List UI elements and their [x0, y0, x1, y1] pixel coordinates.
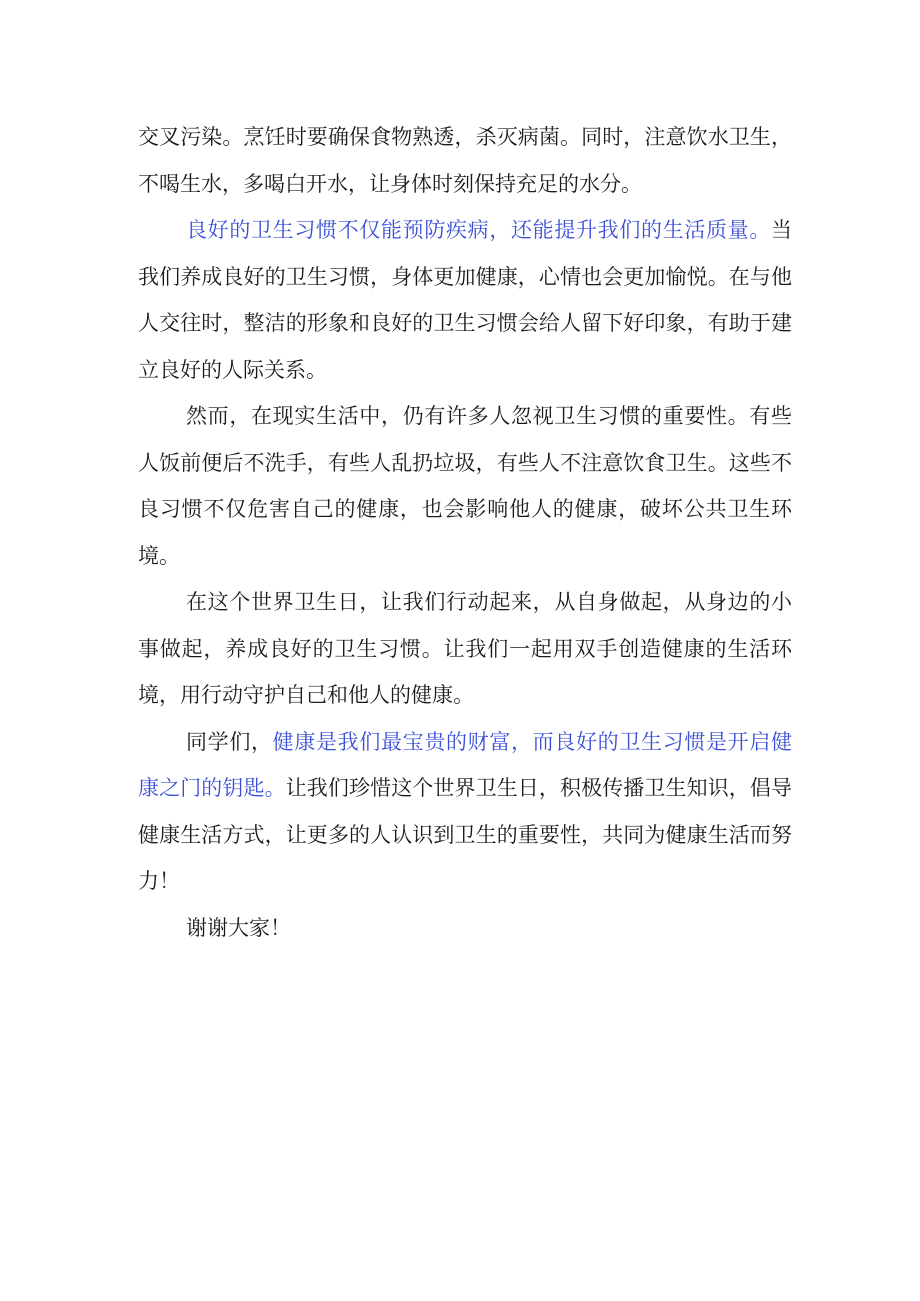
highlighted-text: 健康是我们最宝贵的财富，而良好的卫生习惯是开启健康之门的钥匙。	[138, 729, 793, 800]
paragraph-1	[138, 114, 792, 207]
paragraph-4	[138, 579, 792, 719]
paragraph-text: 当我们养成良好的卫生习惯，身体更加健康，心情也会更加愉悦。在与他人交往时，整洁的形象和良好的卫生习惯会给人留下好印象，有助于建立良好的人际关系。	[138, 218, 792, 382]
document-page	[138, 114, 792, 951]
paragraph-text: 让我们珍惜这个世界卫生日，积极传播卫生知识，倡导健康生活方式，让更多的人认识到卫生的重要性，共同为健康生活而努力！	[138, 776, 793, 893]
highlighted-text: 良好的卫生习惯不仅能预防疾病，还能提升我们的生活质量。	[186, 218, 771, 242]
paragraph-text: 在这个世界卫生日，让我们行动起来，从自身做起，从身边的小事做起，养成良好的卫生习惯。让我们一起用双手创造健康的生活环境，用行动守护自己和他人的健康。	[138, 590, 792, 707]
paragraph-2	[138, 207, 792, 393]
paragraph-text: 交叉污染。烹饪时要确保食物熟透，杀灭病菌。同时，注意饮水卫生，不喝生水，多喝白开水，让身体时刻保持充足的水分。	[138, 125, 792, 196]
paragraph-3	[138, 393, 792, 579]
closing-line: 谢谢大家！	[186, 915, 291, 940]
paragraph-text: 然而，在现实生活中，仍有许多人忽视卫生习惯的重要性。有些人饭前便后不洗手，有些人乱扔垃圾，有些人不注意饮食卫生。这些不良习惯不仅危害自己的健康，也会影响他人的健康，破坏公共卫生环境。	[138, 404, 792, 568]
paragraph-5	[138, 719, 792, 905]
paragraph-text: 同学们，	[186, 729, 273, 754]
